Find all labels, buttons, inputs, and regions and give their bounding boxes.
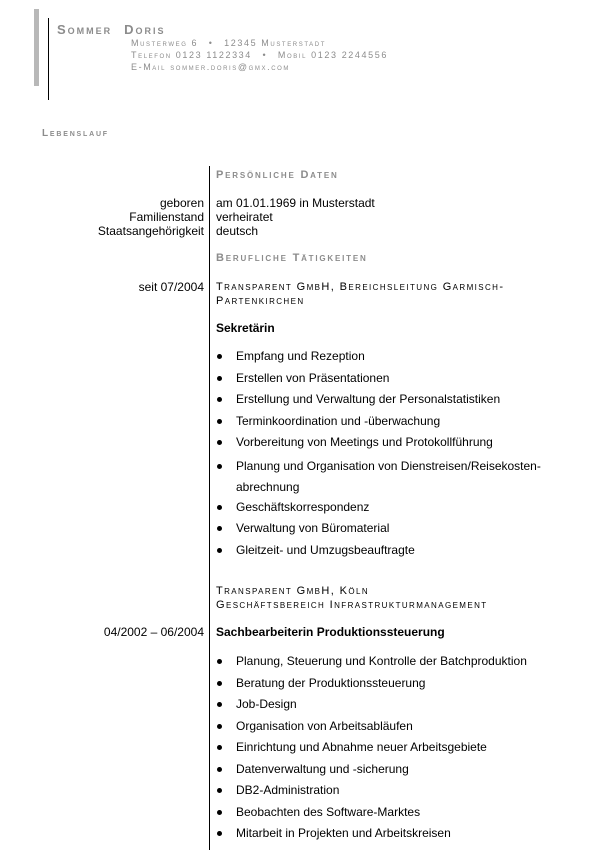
list-item: Empfang und Rezeption bbox=[216, 348, 586, 370]
bullet-icon bbox=[217, 810, 222, 815]
job1-company-line1: Transparent GmbH, Bereichsleitung Garmisch- bbox=[216, 281, 505, 293]
bullet-icon bbox=[217, 724, 222, 729]
phone: Telefon 0123 1122334 bbox=[131, 50, 252, 60]
last-name: Sommer bbox=[57, 22, 113, 37]
list-item: Mitarbeit in Projekten und Arbeitskreisen bbox=[216, 825, 586, 847]
section-heading-career: Berufliche Tätigkeiten bbox=[216, 252, 368, 264]
section-heading-personal: Persönliche Daten bbox=[216, 169, 339, 181]
list-item: Planung, Steuerung und Kontrolle der Batchproduktion bbox=[216, 653, 586, 675]
bullet-icon bbox=[217, 702, 222, 707]
job2-company-line2: Geschäftsbereich Infrastrukturmanagement bbox=[216, 599, 488, 611]
header-divider-line bbox=[48, 18, 49, 100]
document-title: Lebenslauf bbox=[42, 128, 109, 139]
list-item: DB2-Administration bbox=[216, 782, 586, 804]
bullet-icon bbox=[217, 440, 222, 445]
list-item: Verwaltung von Büromaterial bbox=[216, 520, 586, 542]
bullet-icon bbox=[217, 745, 222, 750]
list-item: Datenverwaltung und -sicherung bbox=[216, 761, 586, 783]
address-line bbox=[131, 37, 388, 49]
list-item: Vorbereitung von Meetings und Protokollführung bbox=[216, 434, 586, 456]
bullet-icon bbox=[217, 526, 222, 531]
list-item: Erstellung und Verwaltung der Personalstatistiken bbox=[216, 391, 586, 413]
first-name: Doris bbox=[124, 22, 166, 37]
list-item: Beratung der Produktionssteuerung bbox=[216, 675, 586, 697]
job2-company bbox=[216, 584, 488, 612]
applicant-name bbox=[57, 22, 388, 37]
bullet-icon bbox=[217, 831, 222, 836]
list-item: Job-Design bbox=[216, 696, 586, 718]
bullet-icon bbox=[217, 767, 222, 772]
phone-line bbox=[131, 49, 388, 61]
city: 12345 Musterstadt bbox=[224, 38, 326, 48]
list-item: Geschäftskorrespondenz bbox=[216, 499, 586, 521]
job1-task-list bbox=[216, 348, 586, 563]
label-nationality: Staatsangehörigkeit bbox=[97, 224, 204, 238]
job2-task-list bbox=[216, 653, 586, 847]
label-born: geboren bbox=[159, 196, 204, 210]
separator-bullet: • bbox=[208, 38, 214, 48]
bullet-icon bbox=[217, 548, 222, 553]
separator-bullet: • bbox=[262, 50, 268, 60]
email: E-Mail sommer.doris@gmx.com bbox=[131, 62, 291, 72]
list-item: Organisation von Arbeitsabläufen bbox=[216, 718, 586, 740]
bullet-icon bbox=[217, 376, 222, 381]
label-marital-status: Familienstand bbox=[129, 210, 204, 224]
job1-role: Sekretärin bbox=[216, 321, 275, 335]
bullet-icon bbox=[217, 505, 222, 510]
job1-company-line2: Partenkirchen bbox=[216, 295, 305, 307]
list-item: Beobachten des Software-Marktes bbox=[216, 804, 586, 826]
bullet-icon bbox=[217, 659, 222, 664]
bullet-icon bbox=[217, 788, 222, 793]
contact-header bbox=[57, 22, 388, 73]
bullet-icon bbox=[217, 397, 222, 402]
bullet-icon bbox=[217, 354, 222, 359]
mobile: Mobil 0123 2244556 bbox=[277, 50, 388, 60]
job1-date: seit 07/2004 bbox=[138, 280, 204, 294]
list-item: Erstellen von Präsentationen bbox=[216, 370, 586, 392]
list-item: Gleitzeit- und Umzugsbeauftragte bbox=[216, 542, 586, 564]
bullet-icon bbox=[217, 464, 222, 469]
street: Musterweg 6 bbox=[131, 38, 199, 48]
job2-date: 04/2002 – 06/2004 bbox=[103, 625, 204, 639]
list-item: Einrichtung und Abnahme neuer Arbeitsgebiete bbox=[216, 739, 586, 761]
bullet-icon bbox=[217, 681, 222, 686]
list-item: Planung und Organisation von Dienstreisen/Reisekosten-abrechnung bbox=[216, 456, 556, 499]
list-item: Terminkoordination und -überwachung bbox=[216, 413, 586, 435]
job1-company bbox=[216, 280, 504, 308]
header-accent-bar bbox=[34, 9, 39, 86]
value-born: am 01.01.1969 in Musterstadt bbox=[216, 196, 375, 210]
bullet-icon bbox=[217, 419, 222, 424]
email-line bbox=[131, 61, 388, 73]
value-nationality: deutsch bbox=[216, 224, 259, 238]
job2-role: Sachbearbeiterin Produktionssteuerung bbox=[216, 625, 445, 639]
job2-company-line1: Transparent GmbH, Köln bbox=[216, 585, 370, 597]
value-marital-status: verheiratet bbox=[216, 210, 273, 224]
column-divider-line bbox=[209, 166, 210, 850]
